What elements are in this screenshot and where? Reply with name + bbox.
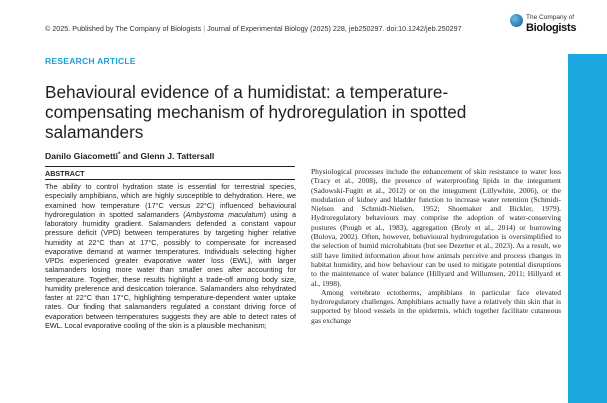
body-text-column: [311, 167, 561, 403]
logo-line-2: Biologists: [526, 22, 577, 34]
abstract-text: [45, 182, 296, 403]
abstract-rule-bottom: [45, 179, 295, 180]
abstract-rule-top: [45, 166, 295, 167]
copyright-text: © 2025. Published by The Company of Biologists: [45, 24, 202, 33]
author-list: [45, 151, 214, 161]
journal-color-bar: [568, 54, 607, 403]
abstract-text-part-2: ) using a laboratory humidity gradient. Salamanders defended a constant vapour pressure deficit (VPD) between temperatures by targeting higher relative humidity at 22°C than at 17°C, possibly to compensate for increased evaporative demand at warmer temperatures. Individuals selecting higher VPDs experienced greater evaporative water loss (EWL), with larger salamanders losing more water than smaller ones after accounting for temperature. Together, these results highlight a trade-off among body size, humidity preference and desiccation tolerance. Salamanders also rehydrated faster at 22°C than 17°C, highlighting temperature-dependent water uptake rates. Our finding that salamanders regulated a constant driving force of evaporation between temperatures suggests they are able to detect rates of EWL. Local evaporative cooling of the skin is a plausible mechanism;: [45, 209, 296, 330]
species-name: Ambystoma maculatum: [185, 209, 264, 219]
article-title: Behavioural evidence of a humidistat: a temperature-compensating mechanism of hydroregulation in spotted salamanders: [45, 82, 467, 142]
globe-icon: [510, 14, 523, 27]
abstract-heading: ABSTRACT: [45, 169, 85, 178]
author-name-2[interactable]: and Glenn J. Tattersall: [120, 151, 215, 161]
body-paragraph-2: Among vertebrate ectotherms, amphibians in particular face elevated hydroregulatory challenges. Amphibians actually have a relatively thin skin that is supported by blood vessels in the epidermis, which together facilitate cutaneous gas exchange: [311, 287, 561, 325]
author-name-1[interactable]: Danilo Giacometti: [45, 151, 119, 161]
abstract-text-part-1: The ability to control hydration state is essential for terrestrial species, especially amphibians, which are highly susceptible to dehydration. Here, we examined how temperature (17°C versus 22°C) influenced behavioural hydroregulation in spotted salamanders (: [45, 182, 296, 219]
citation-text: Journal of Experimental Biology (2025) 228, jeb250297. doi:10.1242/jeb.250297: [207, 24, 462, 33]
header-separator: |: [203, 24, 206, 33]
logo-line-1: The Company of: [526, 14, 575, 21]
journal-header: [45, 24, 462, 33]
publisher-logo[interactable]: [510, 12, 577, 42]
corresponding-author-marker: *: [118, 152, 121, 158]
body-paragraph-1: Physiological processes include the enhancement of skin resistance to water loss (Tracy et al., 2008), the presence of waterproofing lipids in the integument (Sadowski-Fugitt et al., 2012) or on the integument (Lillywhite, 2006), or the modulation of kidney and bladder function to increase water retention (Schmidt-Nielsen and Schmidt-Nielsen, 1952; Shoemaker and Bickler, 1979). Hydroregulatory behaviours may comprise the adoption of water-conserving postures (Pough et al., 1983), aggregation (Broly et al., 2014) or burrowing (Bulova, 2002). Often, however, behavioural hydroregulation is oversimplified to the selection of humid microhabitats (but see Dezetter et al., 2023). As a result, we still have limited information about how animals perceive and process changes in habitat humidity, and how behaviour can be used to mitigate potential disruptions to the maintenance of water balance (Hillyard and Willumsen, 2011; Hillyard et al., 1998).: [311, 167, 561, 288]
article-type-label: RESEARCH ARTICLE: [45, 56, 136, 66]
